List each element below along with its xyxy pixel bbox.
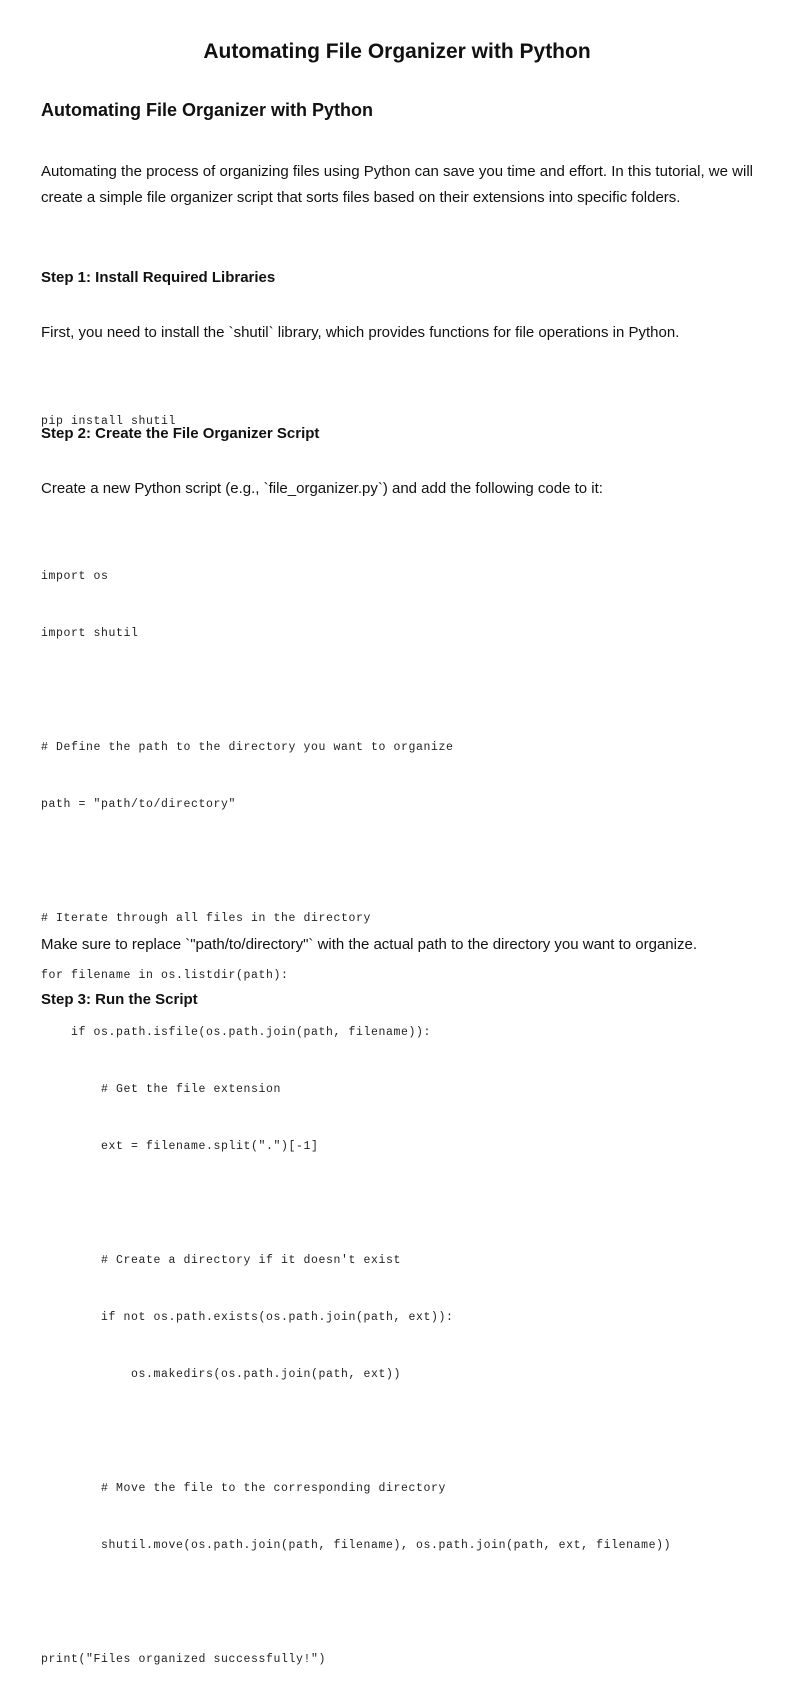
document-title: Automating File Organizer with Python xyxy=(203,40,591,63)
code-line: os.makedirs(os.path.join(path, ext)) xyxy=(41,1368,402,1381)
code-line: for filename in os.listdir(path): xyxy=(41,969,289,982)
step1-code-block xyxy=(41,374,176,469)
code-line: import os xyxy=(41,570,109,583)
code-line: # Iterate through all files in the directory xyxy=(41,912,372,925)
code-line xyxy=(41,852,671,871)
code-line: # Get the file extension xyxy=(41,1083,282,1096)
code-line xyxy=(41,1422,671,1441)
section-heading: Automating File Organizer with Python xyxy=(41,100,374,120)
step2-heading: Step 2: Create the File Organizer Script xyxy=(41,425,320,442)
step2-note: Make sure to replace `"path/to/directory"` with the actual path to the directory you want to organize. xyxy=(41,936,697,953)
code-line xyxy=(41,1194,671,1213)
step1-text: First, you need to install the `shutil` library, which provides functions for file operations in Python. xyxy=(41,324,680,341)
code-line: path = "path/to/directory" xyxy=(41,798,237,811)
code-line: import shutil xyxy=(41,627,139,640)
code-line: shutil.move(os.path.join(path, filename), os.path.join(path, ext, filename)) xyxy=(41,1539,672,1552)
code-line: ext = filename.split(".")[-1] xyxy=(41,1140,319,1153)
step2-text: Create a new Python script (e.g., `file_organizer.py`) and add the following code to it: xyxy=(41,480,603,497)
code-line: # Create a directory if it doesn't exist xyxy=(41,1254,402,1267)
step1-heading: Step 1: Install Required Libraries xyxy=(41,269,276,286)
code-line xyxy=(41,1593,671,1612)
step3-heading: Step 3: Run the Script xyxy=(41,991,198,1008)
code-line xyxy=(41,681,671,700)
intro-paragraph: Automating the process of organizing files using Python can save you time and effort. In this tutorial, we will create a simple file organizer script that sorts files based on their extensions into specific folders. xyxy=(41,163,753,206)
code-line: if not os.path.exists(os.path.join(path, ext)): xyxy=(41,1311,454,1324)
code-line: # Define the path to the directory you want to organize xyxy=(41,741,454,754)
code-line: # Move the file to the corresponding directory xyxy=(41,1482,447,1495)
code-line: if os.path.isfile(os.path.join(path, filename)): xyxy=(41,1026,432,1039)
code-line: pip install shutil xyxy=(41,415,177,428)
step2-code-block xyxy=(41,529,671,1707)
code-line: print("Files organized successfully!") xyxy=(41,1653,327,1666)
